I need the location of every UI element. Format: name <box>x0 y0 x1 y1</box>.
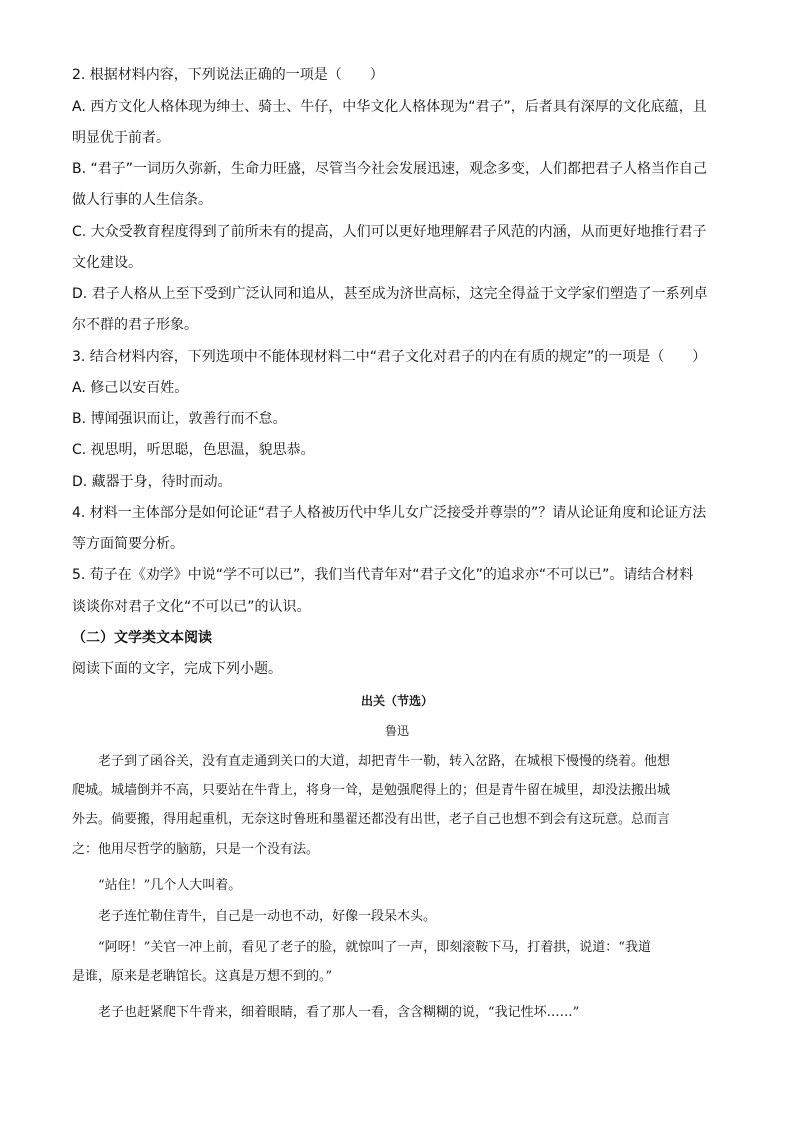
q3-option-c: C. 视思明，听思聪，色思温，貌思恭。 <box>72 442 315 458</box>
q2-option-a-line2: 明显优于前者。 <box>72 130 170 146</box>
section-heading: （二）文学类文本阅读 <box>72 630 212 646</box>
q2-option-d-line1: D. 君子人格从上至下受到广泛认同和追从，甚至成为济世高标，这完全得益于文学家们塑造了一系列卓 <box>72 286 708 302</box>
q3-option-a: A. 修己以安百姓。 <box>72 380 189 396</box>
story-paragraph-5: 老子也赶紧爬下牛背来，细着眼睛，看了那人一看，含含糊糊的说，“我记性坏……” <box>98 1005 580 1020</box>
q2-option-c-line2: 文化建设。 <box>72 255 142 271</box>
q2-option-b-line1: B. “君子”一词历久弥新，生命力旺盛，尽管当今社会发展迅速，观念多变，人们都把君子人格当作自己 <box>72 161 708 177</box>
story-paragraph-3: 老子连忙勒住青牛，自己是一动也不动，好像一段呆木头。 <box>98 909 437 924</box>
q2-option-d-line2: 尔不群的君子形象。 <box>72 317 198 333</box>
story-author: 鲁迅 <box>384 724 409 738</box>
story-title: 出关（节选） <box>360 694 433 708</box>
story-paragraph-1-line4: 之：他用尽哲学的脑筋，只是一个没有法。 <box>72 842 320 857</box>
q5-line1: 5. 荀子在《劝学》中说“学不可以已”，我们当代青年对“君子文化”的追求亦“不可以已”。请结合材料 <box>72 567 694 583</box>
q3-stem: 3. 结合材料内容，下列选项中不能体现材料二中“君子文化对君子的内在有质的规定”的一项是（ ） <box>72 349 707 365</box>
story-paragraph-1-line3: 外去。倘要搬，得用起重机，无奈这时鲁班和墨翟还都没有出世，老子自己也想不到会有这玩意。总而言 <box>72 812 671 827</box>
q4-line2: 等方面简要分析。 <box>72 536 184 552</box>
q2-option-c-line1: C. 大众受教育程度得到了前所未有的提高，人们可以更好地理解君子风范的内涵，从而更好地推行君子 <box>72 224 707 240</box>
q2-stem: 2. 根据材料内容，下列说法正确的一项是（ ） <box>72 67 384 83</box>
story-paragraph-1-line1: 老子到了函谷关，没有直走通到关口的大道，却把青牛一勒，转入岔路，在城根下慢慢的绕着。他想 <box>98 754 671 769</box>
story-paragraph-2: “站住！”几个人大叫着。 <box>98 878 242 893</box>
q2-option-a-line1: A. 西方文化人格体现为绅士、骑士、牛仔，中华文化人格体现为“君子”，后者具有深厚的文化底蕴，且 <box>72 99 707 115</box>
story-paragraph-4-line1: “阿呀！”关官一冲上前，看见了老子的脸，就惊叫了一声，即刻滚鞍下马，打着拱，说道：“我道 <box>98 940 651 955</box>
story-paragraph-1-line2: 爬城。城墙倒并不高，只要站在牛背上，将身一耸，是勉强爬得上的；但是青牛留在城里，却没法搬出城 <box>72 783 671 798</box>
q3-option-b: B. 博闻强识而让，敦善行而不怠。 <box>72 411 287 427</box>
q2-option-b-line2: 做人行事的人生信条。 <box>72 192 212 208</box>
story-paragraph-4-line2: 是谁，原来是老聃馆长。这真是万想不到的。” <box>72 969 333 984</box>
section-instruction: 阅读下面的文字，完成下列小题。 <box>72 661 282 677</box>
q4-line1: 4. 材料一主体部分是如何论证“君子人格被历代中华儿女广泛接受并尊崇的”？请从论证角度和论证方法 <box>72 505 707 521</box>
q5-line2: 谈谈你对君子文化“不可以已”的认识。 <box>72 599 311 615</box>
q3-option-d: D. 藏器于身，待时而动。 <box>72 474 232 490</box>
